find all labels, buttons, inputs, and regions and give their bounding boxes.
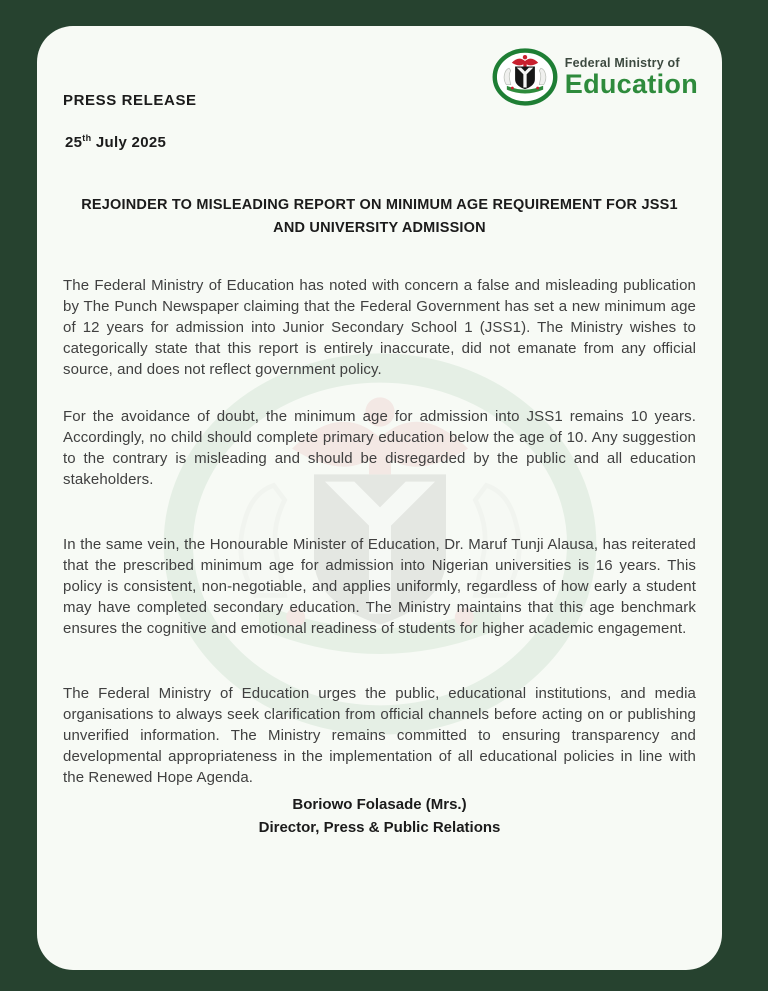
paragraph-2: For the avoidance of doubt, the minimum age for admission into JSS1 remains 10 years. Accordingly, no child should complete primary education below the age of 10. Any suggestion to the contrary is misleading and should be disregarded by the public and all education stakeholders.	[63, 408, 696, 488]
document-title: REJOINDER TO MISLEADING REPORT ON MINIMUM AGE REQUIREMENT FOR JSS1 AND UNIVERSITY ADMISSION	[81, 197, 678, 236]
press-release-label: PRESS RELEASE	[63, 92, 197, 109]
release-date	[65, 133, 166, 151]
press-release-document	[37, 26, 722, 970]
signatory-title: Director, Press & Public Relations	[258, 819, 501, 836]
ministry-logo	[492, 48, 698, 106]
paragraph-1: The Federal Ministry of Education has noted with concern a false and misleading publication by The Punch Newspaper claiming that the Federal Government has set a new minimum age of 12 years for admission into Junior Secondary School 1 (JSS1). The Ministry wishes to categorically state that this report is entirely inaccurate, did not emanate from any official source, and does not reflect government policy.	[63, 277, 696, 378]
date-month-year: July 2025	[95, 134, 167, 151]
nigeria-coat-of-arms-icon	[492, 48, 558, 106]
date-day: 25	[65, 134, 83, 151]
ministry-name-line1: Federal Ministry of	[564, 55, 680, 70]
ministry-logo-text	[565, 56, 698, 98]
paragraph-3: In the same vein, the Honourable Minister of Education, Dr. Maruf Tunji Alausa, has reiterated that the prescribed minimum age for admission into Nigerian universities is 16 years. This policy is consistent, non-negotiable, and applies uniformly, regardless of how early a student may have completed secondary education. The Ministry maintains that this age benchmark ensures the cognitive and emotional readiness of students for higher academic engagement.	[63, 536, 696, 637]
document-body	[63, 275, 696, 788]
signatory-name: Boriowo Folasade (Mrs.)	[292, 796, 467, 813]
date-ordinal-suffix: th	[82, 133, 92, 143]
ministry-name-line2: Education	[564, 68, 698, 99]
signature-block	[37, 793, 722, 839]
paragraph-4: The Federal Ministry of Education urges the public, educational institutions, and media organisations to always seek clarification from official channels before acting on or publishing unverified information. The Ministry remains committed to ensuring transparency and developmental appropriateness in the implementation of all educational policies in line with the Renewed Hope Agenda.	[63, 685, 696, 786]
